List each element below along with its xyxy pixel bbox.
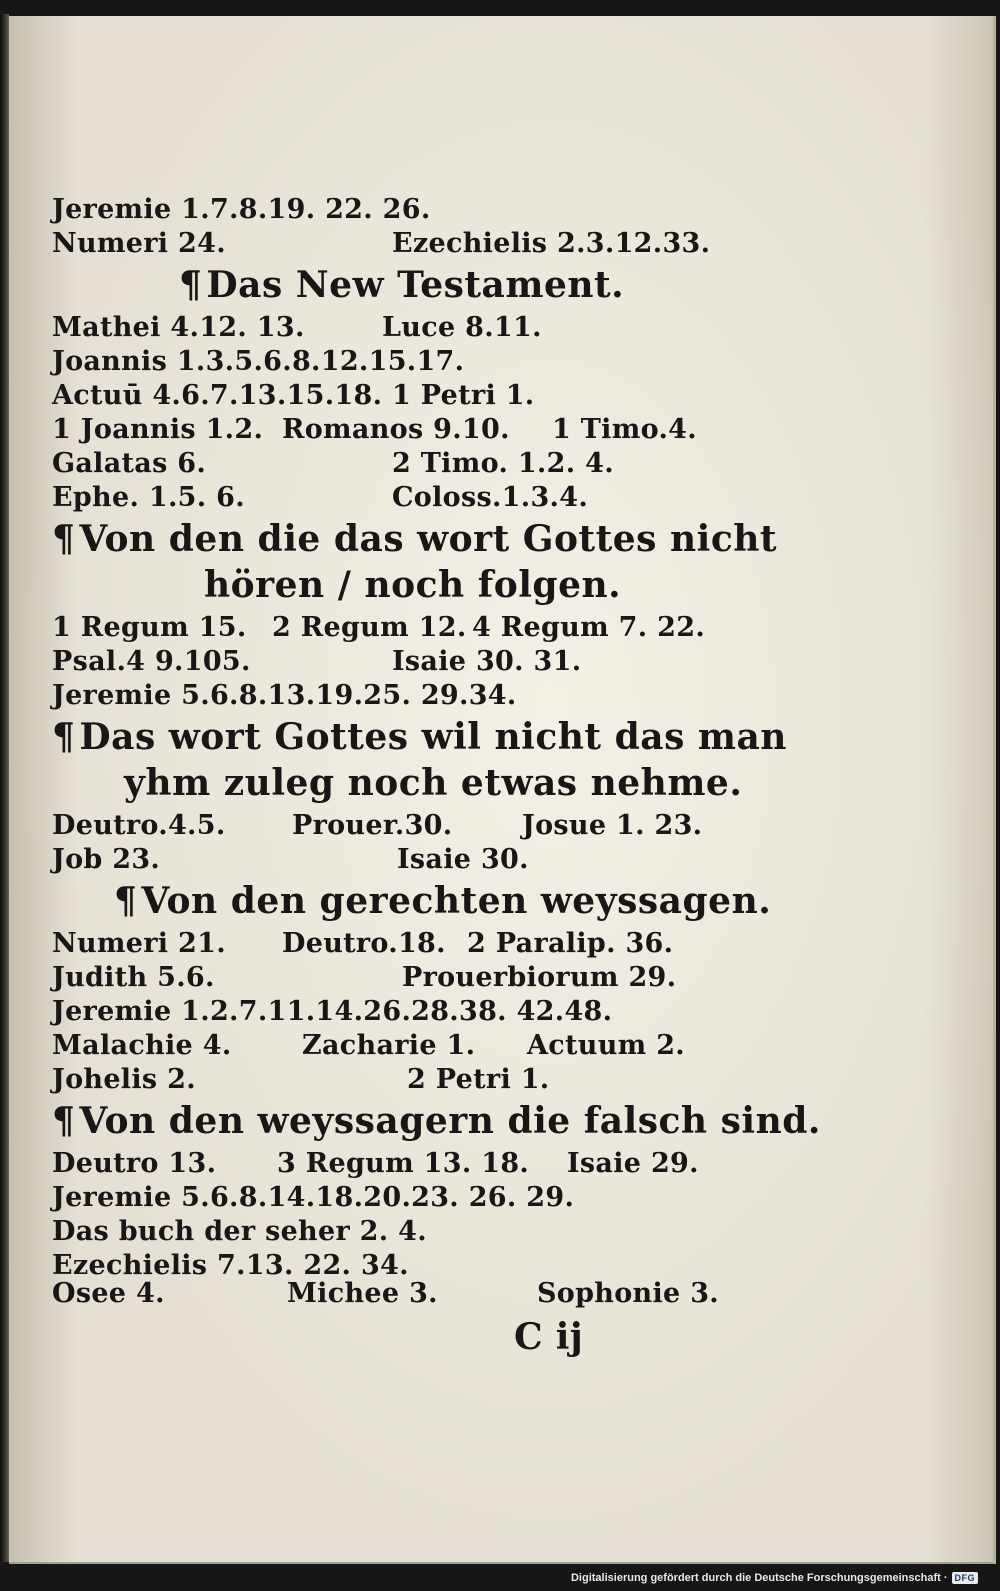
pilcrow-icon: ¶ <box>52 1100 76 1142</box>
ref-text: 3 Regum 13. 18. <box>277 1148 530 1179</box>
ref-text: Judith 5.6. <box>52 962 215 993</box>
ref-line <box>52 346 464 378</box>
section-heading <box>52 716 787 758</box>
ref-text: Ezechielis 7.13. 22. 34. <box>52 1250 409 1281</box>
ref-text: Actuū 4.6.7.13.15.18. <box>52 380 383 411</box>
ref-text: Deutro 13. <box>52 1148 217 1179</box>
ref-text: Numeri 21. <box>52 928 226 959</box>
ref-text: Jeremie 1.2.7.11.14.26.28.38. 42.48. <box>52 996 613 1027</box>
ref-text: 2 Timo. 1.2. 4. <box>392 448 614 479</box>
section-heading-continued <box>204 564 621 606</box>
signature-mark: C ij <box>514 1316 584 1358</box>
book-page <box>9 16 996 1564</box>
ref-text: 2 Petri 1. <box>407 1064 550 1095</box>
ref-text: Jeremie 1.7.8.19. 22. 26. <box>52 194 431 225</box>
ref-text: Isaie 30. <box>397 844 529 875</box>
pilcrow-icon: ¶ <box>114 880 138 922</box>
ref-text: Malachie 4. <box>52 1030 232 1061</box>
ref-text: Ephe. 1.5. 6. <box>52 482 245 513</box>
pilcrow-icon: ¶ <box>52 716 76 758</box>
ref-text: Sophonie 3. <box>537 1278 719 1309</box>
ref-text: Mathei 4.12. 13. <box>52 312 305 343</box>
ref-text: 1 Joannis 1.2. <box>52 414 264 445</box>
ref-text: Michee 3. <box>287 1278 438 1309</box>
ref-line <box>52 680 517 712</box>
ref-text: Jeremie 5.6.8.13.19.25. 29.34. <box>52 680 517 711</box>
heading-text: Von den weyssagern die falsch sind. <box>79 1100 821 1142</box>
digitization-credit <box>571 1572 978 1584</box>
section-heading <box>52 518 777 560</box>
ref-text: Jeremie 5.6.8.14.18.20.23. 26. 29. <box>52 1182 575 1213</box>
ref-text: 4 Regum 7. 22. <box>472 612 706 643</box>
heading-text: Das wort Gottes wil nicht das man <box>79 716 787 758</box>
ref-line <box>52 996 612 1028</box>
section-heading <box>52 1100 821 1142</box>
ref-text: Osee 4. <box>52 1278 165 1309</box>
ref-line <box>52 1182 574 1214</box>
ref-text: Prouerbiorum 29. <box>402 962 677 993</box>
ref-text: 1 Timo.4. <box>552 414 697 445</box>
pilcrow-icon: ¶ <box>179 264 203 306</box>
ref-text: Romanos 9.10. <box>282 414 510 445</box>
heading-text: yhm zuleg noch etwas nehme. <box>124 762 743 804</box>
ref-text: Coloss.1.3.4. <box>392 482 589 513</box>
ref-text: Prouer.30. <box>292 810 453 841</box>
ref-text: Zacharie 1. <box>302 1030 476 1061</box>
ref-text: Deutro.4.5. <box>52 810 226 841</box>
ref-text: 1 Regum 15. <box>52 612 247 643</box>
ref-text: Das buch der seher 2. 4. <box>52 1216 427 1247</box>
ref-text: Joannis 1.3.5.6.8.12.15.17. <box>52 346 465 377</box>
heading-text: Das New Testament. <box>206 264 625 306</box>
section-heading <box>179 264 624 306</box>
ref-text: Johelis 2. <box>52 1064 196 1095</box>
credit-text: Digitalisierung gefördert durch die Deutsche Forschungsgemeinschaft · <box>570 1572 948 1584</box>
ref-text: Isaie 29. <box>567 1148 699 1179</box>
ref-text: Deutro.18. <box>282 928 446 959</box>
ref-text: Psal.4 9.105. <box>52 646 251 677</box>
ref-text: 1 Petri 1. <box>392 380 535 411</box>
ref-text: 2 Paralip. 36. <box>467 928 674 959</box>
ref-line <box>52 1216 427 1248</box>
dfg-logo: DFG <box>952 1572 979 1584</box>
section-heading <box>114 880 771 922</box>
heading-text: Von den gerechten weyssagen. <box>141 880 772 922</box>
heading-text: Von den die das wort Gottes nicht <box>79 518 778 560</box>
ref-text: Luce 8.11. <box>382 312 542 343</box>
ref-text: Numeri 24. <box>52 228 226 259</box>
ref-text: 2 Regum 12. <box>272 612 467 643</box>
ref-text: Isaie 30. 31. <box>392 646 582 677</box>
heading-text: hören / noch folgen. <box>204 564 622 606</box>
ref-text: Galatas 6. <box>52 448 207 479</box>
ref-text: Actuum 2. <box>527 1030 685 1061</box>
section-heading-continued <box>124 762 742 804</box>
pilcrow-icon: ¶ <box>52 518 76 560</box>
ref-text: Josue 1. 23. <box>522 810 703 841</box>
ref-line <box>52 194 431 226</box>
ref-text: Job 23. <box>52 844 161 875</box>
book-left-edge <box>0 14 9 1562</box>
ref-text: Ezechielis 2.3.12.33. <box>392 228 711 259</box>
